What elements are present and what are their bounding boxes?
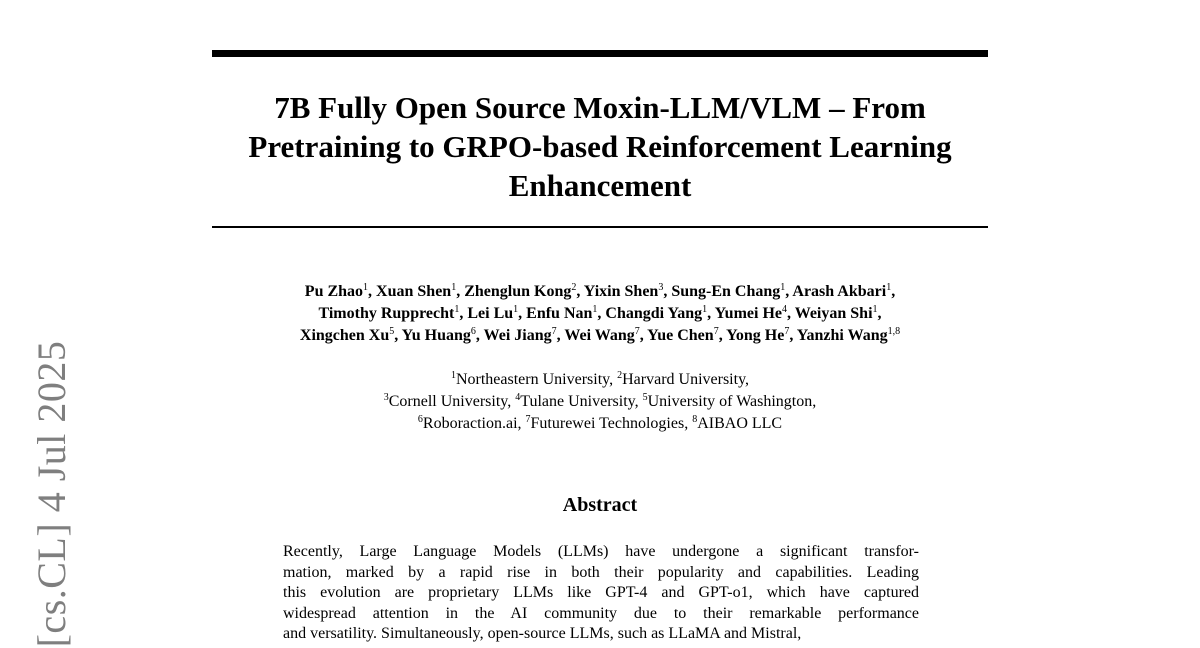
author-affiliation-mark: 1	[872, 304, 878, 315]
affiliation-separator: ,	[507, 393, 516, 410]
affiliation-mark: 2	[617, 370, 623, 381]
affiliation-mark: 4	[515, 392, 521, 403]
affiliation-line	[150, 369, 1050, 391]
affiliation-separator: ,	[684, 415, 693, 432]
affiliation-name: Cornell University	[388, 393, 508, 410]
affiliation-mark: 5	[642, 392, 648, 403]
author-affiliation-mark: 1	[592, 304, 598, 315]
author-name: Arash Akbari	[792, 283, 887, 300]
affiliation-separator: ,	[609, 371, 618, 388]
author-separator: ,	[785, 283, 793, 300]
author-separator: ,	[556, 327, 565, 344]
affiliation-list	[150, 369, 1050, 435]
author-line	[150, 303, 1050, 325]
author-affiliation-mark: 5	[389, 326, 395, 337]
author-name: Timothy Rupprecht	[318, 305, 455, 322]
author-affiliation-mark: 2	[571, 282, 577, 293]
author-name: Wei Jiang	[483, 327, 552, 344]
author-affiliation-mark: 1	[454, 304, 460, 315]
author-separator: ,	[891, 283, 896, 300]
author-name: Enfu Nan	[526, 305, 593, 322]
affiliation-name: Harvard University	[622, 371, 746, 388]
affiliation-separator: ,	[517, 415, 526, 432]
bottom-rule	[212, 226, 988, 228]
author-name: Lei Lu	[467, 305, 514, 322]
author-separator: ,	[459, 305, 468, 322]
affiliation-mark: 6	[417, 414, 423, 425]
author-name: Xuan Shen	[376, 283, 452, 300]
author-affiliation-mark: 6	[470, 326, 476, 337]
author-name: Sung-En Chang	[671, 283, 781, 300]
author-separator: ,	[475, 327, 484, 344]
abstract-line: widespread attention in the AI community due to their remarkable performance	[283, 604, 919, 622]
title-line: Pretraining to GRPO-based Reinforcement Learning	[248, 129, 952, 164]
author-affiliation-mark: 1,8	[887, 326, 901, 337]
affiliation-separator: ,	[745, 371, 750, 388]
author-separator: ,	[707, 305, 715, 322]
author-affiliation-mark: 1	[702, 304, 708, 315]
top-rule	[212, 50, 988, 57]
affiliation-mark: 8	[692, 414, 698, 425]
affiliation-mark: 1	[450, 370, 456, 381]
affiliation-separator: ,	[634, 393, 643, 410]
abstract-line: Recently, Large Language Models (LLMs) have undergone a significant transfor-	[283, 543, 919, 560]
abstract-body	[283, 542, 919, 645]
author-name: Zhenglun Kong	[464, 283, 572, 300]
author-affiliation-mark: 1	[780, 282, 786, 293]
author-affiliation-mark: 7	[551, 326, 557, 337]
author-separator: ,	[789, 327, 797, 344]
author-name: Changdi Yang	[605, 305, 703, 322]
author-separator: ,	[639, 327, 648, 344]
author-name: Weiyan Shi	[794, 305, 873, 322]
author-separator: ,	[718, 327, 727, 344]
author-affiliation-mark: 7	[713, 326, 719, 337]
paper-title	[212, 88, 988, 205]
author-name: Xingchen Xu	[299, 327, 390, 344]
author-name: Yu Huang	[401, 327, 471, 344]
author-name: Pu Zhao	[304, 283, 364, 300]
arxiv-identifier-stamp: [cs.CL] 4 Jul 2025	[29, 340, 74, 648]
affiliation-mark: 7	[525, 414, 531, 425]
author-affiliation-mark: 1	[513, 304, 519, 315]
affiliation-name: University of Washington	[647, 393, 813, 410]
author-list	[150, 281, 1050, 347]
title-line: Enhancement	[508, 168, 692, 203]
author-name: Yue Chen	[647, 327, 714, 344]
author-name: Yong He	[726, 327, 785, 344]
author-separator: ,	[597, 305, 606, 322]
affiliation-line	[150, 391, 1050, 413]
author-affiliation-mark: 1	[451, 282, 457, 293]
affiliation-line	[150, 413, 1050, 435]
affiliation-name: Roboraction.ai	[422, 415, 518, 432]
author-affiliation-mark: 7	[634, 326, 640, 337]
author-affiliation-mark: 1	[886, 282, 892, 293]
affiliation-separator: ,	[812, 393, 817, 410]
author-name: Yanzhi Wang	[796, 327, 888, 344]
author-separator: ,	[663, 283, 672, 300]
author-affiliation-mark: 4	[781, 304, 787, 315]
author-separator: ,	[394, 327, 402, 344]
author-separator: ,	[456, 283, 465, 300]
author-line	[150, 325, 1050, 347]
affiliation-name: Northeastern University	[455, 371, 610, 388]
affiliation-name: Futurewei Technologies	[530, 415, 685, 432]
author-separator: ,	[786, 305, 795, 322]
title-line: 7B Fully Open Source Moxin-LLM/VLM – From	[274, 90, 926, 125]
affiliation-mark: 3	[383, 392, 389, 403]
abstract-heading: Abstract	[562, 494, 638, 516]
abstract-line: and versatility. Simultaneously, open-source LLMs, such as LLaMA and Mistral,	[283, 625, 802, 642]
author-name: Yixin Shen	[583, 283, 659, 300]
author-name: Yumei He	[714, 305, 782, 322]
author-affiliation-mark: 1	[363, 282, 369, 293]
author-affiliation-mark: 3	[658, 282, 664, 293]
author-separator: ,	[518, 305, 527, 322]
author-separator: ,	[576, 283, 584, 300]
author-separator: ,	[368, 283, 377, 300]
author-affiliation-mark: 7	[784, 326, 790, 337]
abstract-line: mation, marked by a rapid rise in both their popularity and capabilities. Leading	[283, 563, 919, 581]
author-line	[150, 281, 1050, 303]
abstract-line: this evolution are proprietary LLMs like GPT-4 and GPT-o1, which have captured	[283, 584, 919, 601]
affiliation-name: AIBAO LLC	[697, 415, 783, 432]
affiliation-name: Tulane University	[520, 393, 635, 410]
author-name: Wei Wang	[564, 327, 635, 344]
author-separator: ,	[877, 305, 882, 322]
